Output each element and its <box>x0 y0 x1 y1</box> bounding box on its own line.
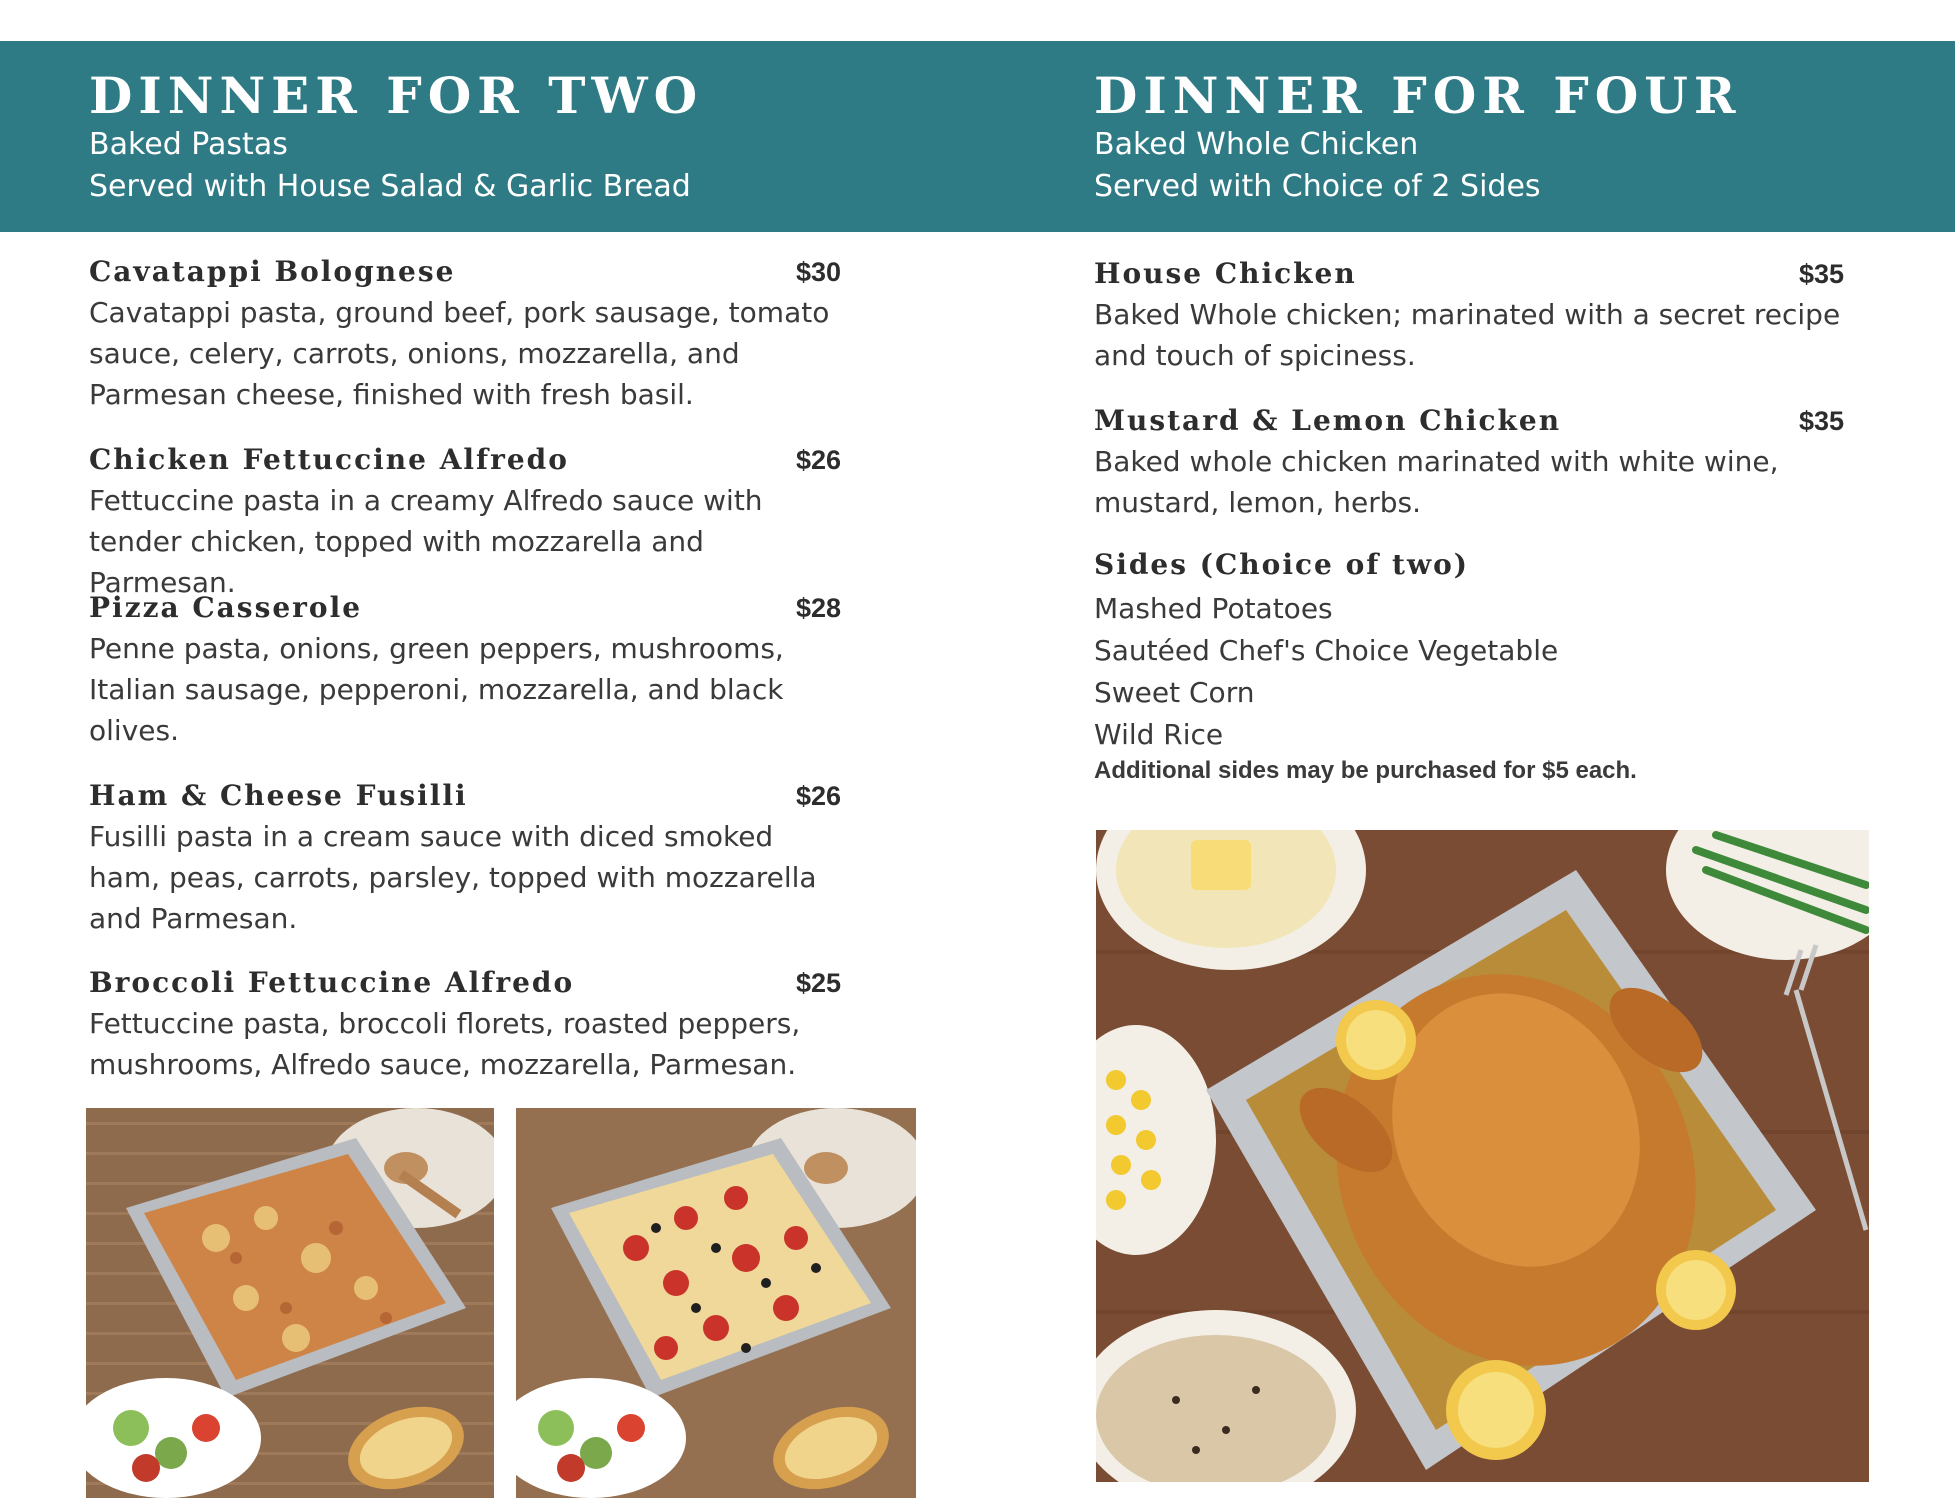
section-subtitle: Baked Pastas <box>89 127 288 162</box>
menu-item-description: Baked Whole chicken; marinated with a secret recipe and touch of spiciness. <box>1094 298 1841 372</box>
menu-item-description: Cavatappi pasta, ground beef, pork sausage, tomato sauce, celery, carrots, onions, mozzarella, and Parmesan cheese, finished with fresh basil. <box>89 296 830 411</box>
menu-item-price: $25 <box>795 968 841 998</box>
menu-item-description: Baked whole chicken marinated with white wine, mustard, lemon, herbs. <box>1094 445 1779 519</box>
menu-item-name: Cavatappi Bolognese <box>89 255 456 288</box>
menu-item-price: $35 <box>1798 259 1844 289</box>
side-option: Sautéed Chef's Choice Vegetable <box>1094 634 1559 667</box>
menu-item-price: $26 <box>795 445 841 475</box>
menu-item <box>89 254 841 415</box>
roast-chicken-photo <box>1096 830 1869 1482</box>
menu-item-price: $30 <box>795 257 841 287</box>
menu-item <box>89 590 841 751</box>
sides-heading: Sides (Choice of two) <box>1094 548 1470 581</box>
menu-item <box>89 965 841 1085</box>
menu-item-price: $28 <box>795 593 841 623</box>
menu-item-price: $26 <box>795 781 841 811</box>
additional-sides-note: Additional sides may be purchased for $5 each. <box>1094 757 1637 784</box>
menu-item-description: Fusilli pasta in a cream sauce with diced smoked ham, peas, carrots, parsley, topped with mozzarella and Parmesan. <box>89 820 817 935</box>
section-subtitle: Baked Whole Chicken <box>1094 127 1419 162</box>
menu-item-name: Chicken Fettuccine Alfredo <box>89 443 569 476</box>
dinner-for-four-header <box>1094 68 1741 208</box>
side-option: Wild Rice <box>1094 718 1224 751</box>
menu-item-description: Penne pasta, onions, green peppers, mushrooms, Italian sausage, pepperoni, mozzarella, and black olives. <box>89 632 784 747</box>
menu-item-name: Pizza Casserole <box>89 591 363 624</box>
menu-item <box>1094 403 1844 523</box>
menu-item-name: Mustard & Lemon Chicken <box>1094 404 1562 437</box>
side-option: Mashed Potatoes <box>1094 592 1333 625</box>
section-subtitle-served: Served with House Salad & Garlic Bread <box>89 169 691 204</box>
menu-item-description: Fettuccine pasta in a creamy Alfredo sauce with tender chicken, topped with mozzarella and Parmesan. <box>89 484 763 599</box>
side-option: Sweet Corn <box>1094 676 1255 709</box>
pizza-casserole-photo <box>516 1108 916 1498</box>
section-subtitle-served: Served with Choice of 2 Sides <box>1094 169 1541 204</box>
menu-item-name: House Chicken <box>1094 257 1357 290</box>
section-title: DINNER FOR FOUR <box>1094 66 1742 125</box>
menu-item-price: $35 <box>1798 406 1844 436</box>
dinner-for-two-header <box>89 68 703 208</box>
menu-item <box>1094 256 1844 376</box>
menu-item-description: Fettuccine pasta, broccoli florets, roasted peppers, mushrooms, Alfredo sauce, mozzarella, Parmesan. <box>89 1007 801 1081</box>
menu-item <box>89 442 841 603</box>
menu-item <box>89 778 841 939</box>
menu-item-name: Ham & Cheese Fusilli <box>89 779 468 812</box>
section-title: DINNER FOR TWO <box>89 66 704 125</box>
lasagna-casserole-photo <box>86 1108 494 1498</box>
menu-item-name: Broccoli Fettuccine Alfredo <box>89 966 575 999</box>
